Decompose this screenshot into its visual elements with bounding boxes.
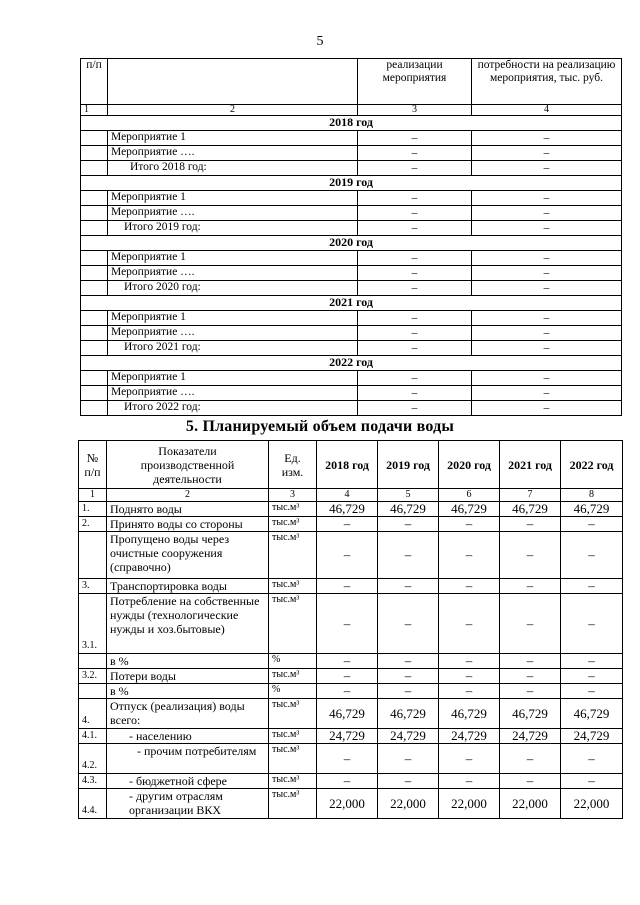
t1-cell: –: [358, 401, 472, 416]
t2-value-cell: –: [439, 579, 500, 594]
t2-value-cell: –: [561, 744, 623, 774]
t1-row-label: Мероприятие ….: [108, 146, 358, 161]
t2-value-cell: 46,729: [561, 699, 623, 729]
t2-value-cell: 46,729: [561, 502, 623, 517]
t1-colnum: 1: [81, 105, 108, 116]
t2-row-unit: тыс.м³: [269, 774, 317, 789]
t1-year-heading: 2020 год: [81, 236, 622, 251]
t1-cell: –: [472, 371, 622, 386]
t2-value-cell: –: [500, 744, 561, 774]
t2-value-cell: –: [378, 517, 439, 532]
t1-total-label: Итого 2020 год:: [108, 281, 358, 296]
t1-row-label: Мероприятие ….: [108, 326, 358, 341]
section-title: 5. Планируемый объем подачи воды: [185, 418, 455, 435]
t2-header-year: 2018 год: [317, 441, 378, 489]
t2-body: [79, 502, 623, 819]
t1-colnum: 2: [108, 105, 358, 116]
t2-value-cell: 22,000: [561, 789, 623, 819]
t2-row-label: - другим отраслям организации ВКХ: [107, 789, 269, 819]
t2-value-cell: 24,729: [500, 729, 561, 744]
t1-cell: –: [472, 146, 622, 161]
t1-total-label: Итого 2018 год:: [108, 161, 358, 176]
t2-value-cell: –: [561, 579, 623, 594]
t2-value-cell: –: [500, 532, 561, 579]
t1-row-label: Мероприятие ….: [108, 206, 358, 221]
t2-row-num: [79, 684, 107, 699]
t1-cell: –: [472, 131, 622, 146]
t2-row-unit: тыс.м³: [269, 789, 317, 819]
t2-value-cell: –: [561, 654, 623, 669]
t2-value-cell: –: [561, 532, 623, 579]
t2-value-cell: –: [317, 594, 378, 654]
t1-cell: –: [472, 311, 622, 326]
t2-row-unit: тыс.м³: [269, 744, 317, 774]
t2-value-cell: –: [439, 517, 500, 532]
t1-cell: –: [358, 266, 472, 281]
t2-value-cell: –: [378, 744, 439, 774]
table-row: [79, 502, 623, 517]
t2-header-year: 2020 год: [439, 441, 500, 489]
t1-cell: –: [358, 326, 472, 341]
t2-row-num: 4.3.: [79, 774, 107, 789]
t1-cell: –: [472, 191, 622, 206]
t2-value-cell: 46,729: [439, 502, 500, 517]
t2-value-cell: –: [378, 594, 439, 654]
t2-value-cell: 24,729: [378, 729, 439, 744]
t2-row-num: [79, 654, 107, 669]
t1-total-label: Итого 2019 год:: [108, 221, 358, 236]
page-number: 5: [316, 34, 324, 49]
t2-header-year: 2019 год: [378, 441, 439, 489]
t2-value-cell: –: [500, 684, 561, 699]
t2-row-unit: тыс.м³: [269, 532, 317, 579]
t2-row-label: Потери воды: [107, 669, 269, 684]
t2-value-cell: –: [500, 579, 561, 594]
t2-value-cell: 46,729: [378, 502, 439, 517]
t1-row-label: Мероприятие 1: [108, 131, 358, 146]
t1-row-label: Мероприятие 1: [108, 191, 358, 206]
t2-value-cell: –: [500, 654, 561, 669]
t2-value-cell: –: [500, 774, 561, 789]
t1-cell: –: [472, 206, 622, 221]
table-row: [79, 729, 623, 744]
activities-cost-table: [80, 58, 622, 416]
t1-colnum: 4: [472, 105, 622, 116]
t2-row-num: 3.1.: [79, 594, 107, 654]
t2-value-cell: –: [439, 654, 500, 669]
t1-colnum: 3: [358, 105, 472, 116]
t2-value-cell: –: [317, 517, 378, 532]
t2-value-cell: –: [317, 684, 378, 699]
t1-row-label: Мероприятие 1: [108, 371, 358, 386]
t2-colnum: 3: [269, 489, 317, 502]
t2-value-cell: –: [317, 774, 378, 789]
t2-colnum: 8: [561, 489, 623, 502]
t2-value-cell: 46,729: [317, 699, 378, 729]
table-row: [79, 744, 623, 774]
t2-value-cell: –: [561, 669, 623, 684]
t2-row-unit: тыс.м³: [269, 517, 317, 532]
t2-row-label: Потребление на собственные нужды (технологические нужды и хоз.бытовые): [107, 594, 269, 654]
t2-row-label: - прочим потребителям: [107, 744, 269, 774]
t2-value-cell: –: [317, 579, 378, 594]
t1-row-label: Мероприятие ….: [108, 266, 358, 281]
t2-row-unit: тыс.м³: [269, 579, 317, 594]
table-row: [79, 594, 623, 654]
t2-row-label: Поднято воды: [107, 502, 269, 517]
t1-cell: –: [358, 281, 472, 296]
t2-value-cell: –: [439, 744, 500, 774]
t2-value-cell: –: [378, 669, 439, 684]
t2-colnum: 7: [500, 489, 561, 502]
t1-cell: –: [472, 401, 622, 416]
t2-value-cell: –: [378, 532, 439, 579]
t2-header-year: 2022 год: [561, 441, 623, 489]
t1-cell: –: [472, 251, 622, 266]
t2-value-cell: 22,000: [500, 789, 561, 819]
table-row: [79, 669, 623, 684]
t2-colnum: 4: [317, 489, 378, 502]
t1-cell: –: [358, 386, 472, 401]
t2-value-cell: –: [317, 532, 378, 579]
t2-row-unit: тыс.м³: [269, 699, 317, 729]
t2-colnum: 2: [107, 489, 269, 502]
t2-row-num: 4.4.: [79, 789, 107, 819]
table-row: [79, 684, 623, 699]
t2-row-label: в %: [107, 654, 269, 669]
t2-value-cell: 24,729: [561, 729, 623, 744]
t2-value-cell: –: [500, 669, 561, 684]
t1-row-label: Мероприятие 1: [108, 251, 358, 266]
t1-cell: –: [358, 371, 472, 386]
t1-row-label: Мероприятие 1: [108, 311, 358, 326]
t1-cell: –: [358, 221, 472, 236]
t2-row-num: 4.: [79, 699, 107, 729]
t1-year-heading: 2019 год: [81, 176, 622, 191]
t2-value-cell: 24,729: [439, 729, 500, 744]
t2-row-num: 3.2.: [79, 669, 107, 684]
t2-row-num: 1.: [79, 502, 107, 517]
table-row: [79, 654, 623, 669]
t1-cell: –: [358, 311, 472, 326]
t2-row-label: Отпуск (реализация) воды всего:: [107, 699, 269, 729]
t2-row-num: 4.1.: [79, 729, 107, 744]
t2-value-cell: –: [561, 517, 623, 532]
table-row: [79, 579, 623, 594]
t2-row-label: Принято воды со стороны: [107, 517, 269, 532]
t2-row-label: - бюджетной сфере: [107, 774, 269, 789]
t2-value-cell: –: [561, 594, 623, 654]
t2-value-cell: 22,000: [378, 789, 439, 819]
t2-value-cell: –: [317, 744, 378, 774]
t1-cell: –: [358, 161, 472, 176]
t2-value-cell: –: [378, 684, 439, 699]
t2-value-cell: –: [561, 774, 623, 789]
t2-value-cell: –: [500, 594, 561, 654]
table-row: [79, 517, 623, 532]
t2-value-cell: 46,729: [500, 699, 561, 729]
t2-value-cell: 46,729: [378, 699, 439, 729]
t2-value-cell: 24,729: [317, 729, 378, 744]
t1-year-heading: 2022 год: [81, 356, 622, 371]
t1-cell: –: [472, 326, 622, 341]
t1-total-label: Итого 2022 год:: [108, 401, 358, 416]
t1-cell: –: [358, 251, 472, 266]
t1-cell: –: [358, 146, 472, 161]
t2-colnum: 5: [378, 489, 439, 502]
t1-cell: –: [472, 266, 622, 281]
t1-header-cost: потребности на реализацию мероприятия, тыс. руб.: [472, 59, 622, 105]
t2-row-label: Транспортировка воды: [107, 579, 269, 594]
table-row: [79, 789, 623, 819]
t2-colnum: 1: [79, 489, 107, 502]
t1-year-heading: 2018 год: [81, 116, 622, 131]
t2-row-unit: тыс.м³: [269, 502, 317, 517]
t1-header-name: [108, 59, 358, 105]
t1-year-heading: 2021 год: [81, 296, 622, 311]
t2-header-unit: Ед. изм.: [269, 441, 317, 489]
t2-row-unit: %: [269, 684, 317, 699]
t1-cell: –: [358, 206, 472, 221]
t2-row-label: Пропущено воды через очистные сооружения (справочно): [107, 532, 269, 579]
t2-value-cell: –: [561, 684, 623, 699]
t1-cell: –: [472, 341, 622, 356]
t2-value-cell: –: [439, 594, 500, 654]
table-row: [79, 699, 623, 729]
t2-value-cell: –: [378, 579, 439, 594]
t2-value-cell: 46,729: [439, 699, 500, 729]
t2-value-cell: –: [378, 774, 439, 789]
t2-row-num: 2.: [79, 517, 107, 532]
t1-total-label: Итого 2021 год:: [108, 341, 358, 356]
t1-row-label: Мероприятие ….: [108, 386, 358, 401]
t2-value-cell: –: [439, 669, 500, 684]
t2-value-cell: –: [439, 684, 500, 699]
t2-header-year: 2021 год: [500, 441, 561, 489]
t1-cell: –: [472, 161, 622, 176]
t1-cell: –: [358, 191, 472, 206]
t2-row-unit: тыс.м³: [269, 594, 317, 654]
t2-row-unit: тыс.м³: [269, 729, 317, 744]
t2-value-cell: 22,000: [439, 789, 500, 819]
t2-value-cell: –: [500, 517, 561, 532]
t2-value-cell: –: [439, 774, 500, 789]
table-row: [79, 774, 623, 789]
t2-row-unit: тыс.м³: [269, 669, 317, 684]
t2-header-num: № п/п: [79, 441, 107, 489]
t1-cell: –: [472, 221, 622, 236]
t2-row-num: 4.2.: [79, 744, 107, 774]
t1-header-num: п/п: [81, 59, 108, 105]
t2-value-cell: –: [317, 669, 378, 684]
t1-cell: –: [472, 281, 622, 296]
t2-value-cell: 22,000: [317, 789, 378, 819]
t2-row-num: [79, 532, 107, 579]
t1-header-implementation: реализации мероприятия: [358, 59, 472, 105]
t2-value-cell: –: [439, 532, 500, 579]
t2-value-cell: –: [317, 654, 378, 669]
t2-value-cell: 46,729: [317, 502, 378, 517]
t1-cell: –: [472, 386, 622, 401]
t2-row-unit: %: [269, 654, 317, 669]
t2-value-cell: 46,729: [500, 502, 561, 517]
t2-row-num: 3.: [79, 579, 107, 594]
table-row: [79, 532, 623, 579]
water-supply-table: [78, 440, 623, 819]
t2-row-label: в %: [107, 684, 269, 699]
t1-cell: –: [358, 131, 472, 146]
t2-row-label: - населению: [107, 729, 269, 744]
t2-colnum: 6: [439, 489, 500, 502]
t2-value-cell: –: [378, 654, 439, 669]
t1-cell: –: [358, 341, 472, 356]
t2-header-indicator: Показатели производственной деятельности: [107, 441, 269, 489]
